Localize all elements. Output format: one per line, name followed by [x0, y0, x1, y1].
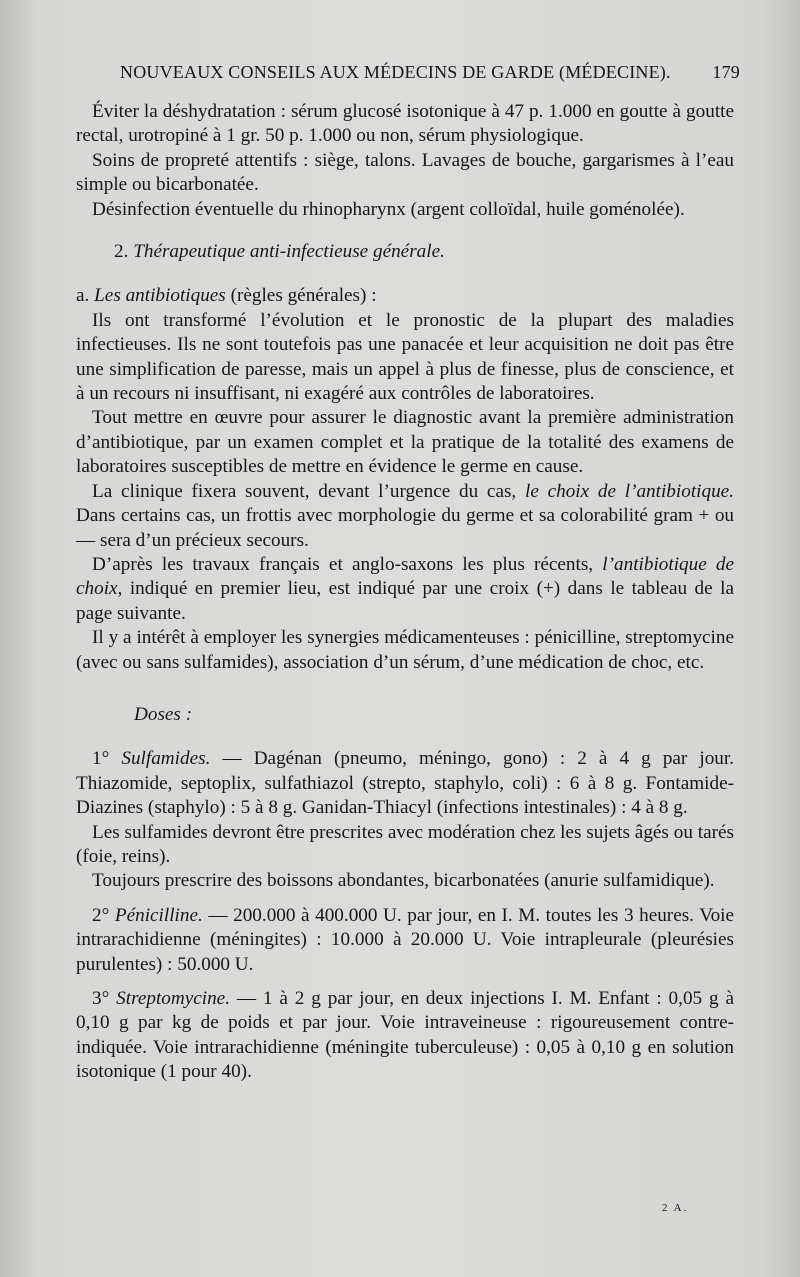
text-run: Dans certains cas, un frottis avec morphologie du germe et sa colorabilité gram + ou — sera d’un précieux secours.	[76, 505, 734, 551]
item-text: — Dagénan (pneumo, méningo, gono) : 2 à 4 g par jour. Thiazomide, septoplix, sulfathiazol (strepto, staphylo, coli) : 6 à 8 g. Fontamide-Diazines (staphylo) : 5 à 8 g. Ganidan-Thiacyl (infections intestinales) : 4 à 8 g.	[76, 748, 735, 819]
item-title: Sulfamides.	[121, 748, 211, 770]
item-number: 1°	[92, 748, 110, 770]
item-title: Streptomycine.	[116, 988, 230, 1009]
paragraph: Éviter la déshydratation : sérum glucosé isotonique à 47 p. 1.000 en goutte à goutte rectal, urotropiné à 1 gr. 50 p. 1.000 ou non, sérum physiologique.	[76, 101, 734, 147]
item-title: Pénicilline.	[114, 904, 203, 926]
paragraph: Les sulfamides devront être prescrites avec modération chez les sujets âgés ou tarés (foie, reins).	[76, 821, 734, 867]
emphasis: le choix de l’antibiotique.	[524, 480, 734, 502]
paragraph: Il y a intérêt à employer les synergies médicamenteuses : pénicilline, streptomycine (avec ou sans sulfamides), association d’un sérum, d’une médication de choc, etc.	[76, 627, 734, 673]
paragraph: Tout mettre en œuvre pour assurer le diagnostic avant la première administration d’antibiotique, par un examen complet et la pratique de la totalité des examens de laboratoires susceptibles de mettre en évidence le germe en cause.	[76, 407, 734, 478]
item-number: 2°	[92, 904, 110, 926]
doses-heading: Doses :	[134, 703, 193, 725]
subsection-rest: (règles générales) :	[230, 285, 377, 307]
signature-mark: 2 A.	[662, 1202, 689, 1214]
item-text: — 200.000 à 400.000 U. par jour, en I. M. toutes les 3 heures. Voie intrarachidienne (méningites) : 10.000 à 20.000 U. Voie intrapleurale (pleurésies purulentes) : 50.000 U.	[76, 904, 735, 975]
page-header	[120, 62, 740, 83]
paragraph: Toujours prescrire des boissons abondantes, bicarbonatées (anurie sulfamidique).	[92, 870, 715, 892]
subsection-title: Les antibiotiques	[94, 285, 226, 307]
running-title: NOUVEAUX CONSEILS AUX MÉDECINS DE GARDE (MÉDECINE).	[120, 62, 671, 82]
text-run: La clinique fixera souvent, devant l’urgence du cas,	[92, 480, 517, 502]
dose-item-sulfamides	[76, 747, 734, 820]
dose-item-streptomycine	[76, 987, 734, 1085]
page-number: 179	[712, 62, 740, 82]
section-title: Thérapeutique anti-infectieuse générale.	[133, 241, 445, 263]
item-text: — 1 à 2 g par jour, en deux injections I. M. Enfant : 0,05 g à 0,10 g par kg de poids et par jour. Voie intraveineuse : rigoureusement contre-indiquée. Voie intrarachidienne (méningite tuberculeuse) : 0,05 à 0,10 g en solution isotonique (1 pour 40).	[76, 988, 734, 1083]
subsection-heading	[76, 284, 734, 308]
paragraph	[76, 480, 734, 553]
item-number: 3°	[92, 988, 110, 1009]
paragraph: Ils ont transformé l’évolution et le pronostic de la plupart des maladies infectieuses. Ils ne sont toutefois pas une panacée et leur acquisition ne doit pas être une simplification de paresse, mais un appel à plus de finesse, plus de conscience, et à un recours ni insuffisant, ni exagéré aux contrôles de laboratoires.	[76, 309, 734, 405]
dose-item-penicilline	[76, 904, 734, 977]
paragraph: Soins de propreté attentifs : siège, talons. Lavages de bouche, gargarismes à l’eau simple ou bicarbonatée.	[76, 149, 734, 196]
section-number: 2.	[114, 241, 129, 263]
paragraph: Désinfection éventuelle du rhinopharynx (argent colloïdal, huile goménolée).	[92, 198, 685, 220]
section-heading	[114, 240, 734, 264]
emphasis: l’antibiotique de choix,	[76, 553, 735, 600]
paragraph	[76, 553, 734, 626]
text-run: indiqué en premier lieu, est indiqué par une croix (+) dans le tableau de la page suivante.	[76, 578, 734, 624]
subsection-letter: a.	[76, 285, 90, 307]
body-text	[76, 100, 734, 1085]
text-run: D’après les travaux français et anglo-saxons les plus récents,	[92, 553, 594, 575]
